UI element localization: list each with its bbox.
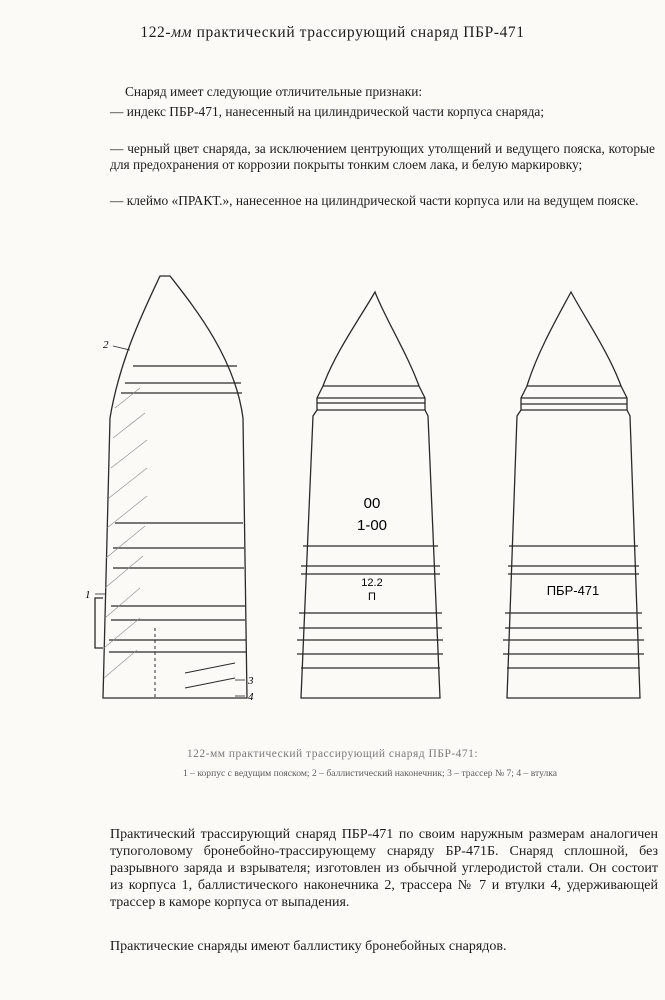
figure-caption: 122-мм практический трассирующий снаряд ПБР-471: bbox=[186, 748, 479, 760]
callout-4: 4 bbox=[248, 691, 254, 703]
intro-item-1: — индекс ПБР-471, нанесенный на цилиндрической части корпуса снаряда; bbox=[110, 104, 545, 119]
body-paragraph-2: Практические снаряды имеют баллистику бронебойных снарядов. bbox=[110, 939, 507, 954]
middle-mark-2: 1-00 bbox=[356, 517, 388, 534]
callout-1: 1 bbox=[85, 589, 91, 601]
callout-2: 2 bbox=[103, 339, 109, 351]
projectile-right-view bbox=[503, 292, 644, 698]
projectile-figure bbox=[85, 268, 655, 768]
page-title bbox=[0, 24, 665, 42]
intro-lead: Снаряд имеет следующие отличительные признаки: bbox=[125, 84, 423, 99]
title-rest: практический трассирующий снаряд ПБР-471 bbox=[192, 24, 525, 41]
title-unit: мм bbox=[171, 24, 193, 41]
body-paragraph-1: Практический трассирующий снаряд ПБР-471 по своим наружным размерам аналогичен тупоголовому бронебойно-трассирующему снаряду БР-471Б. Снаряд сплошной, без разрывного заряда и взрывателя; изготовлен из обычной углеродистой стали. Он состоит из корпуса 1, баллистического наконечника 2, трассера № 7 и втулки 4, удерживающей трассер в каморе корпуса от выпадения. bbox=[110, 827, 658, 910]
projectile-section-view bbox=[95, 276, 247, 698]
middle-mark-3: 12.2 bbox=[361, 577, 383, 589]
right-mark-1: ПБР-471 bbox=[546, 583, 600, 598]
intro-item-2: — черный цвет снаряда, за исключением центрующих утолщений и ведущего пояска, которые для предохранения от коррозии покрыты тонким слоем лака, и белую маркировку; bbox=[110, 141, 655, 172]
title-prefix: 122- bbox=[140, 24, 172, 41]
middle-mark-1: 00 bbox=[363, 495, 381, 512]
callout-3: 3 bbox=[248, 675, 254, 687]
middle-mark-4: П bbox=[368, 591, 376, 603]
figure-legend: 1 – корпус с ведущим пояском; 2 – баллистический наконечник; 3 – трассер № 7; 4 – втулка bbox=[182, 768, 558, 779]
intro-item-3: — клеймо «ПРАКТ.», нанесенное на цилиндрической части корпуса или на ведущем пояске. bbox=[110, 193, 639, 208]
